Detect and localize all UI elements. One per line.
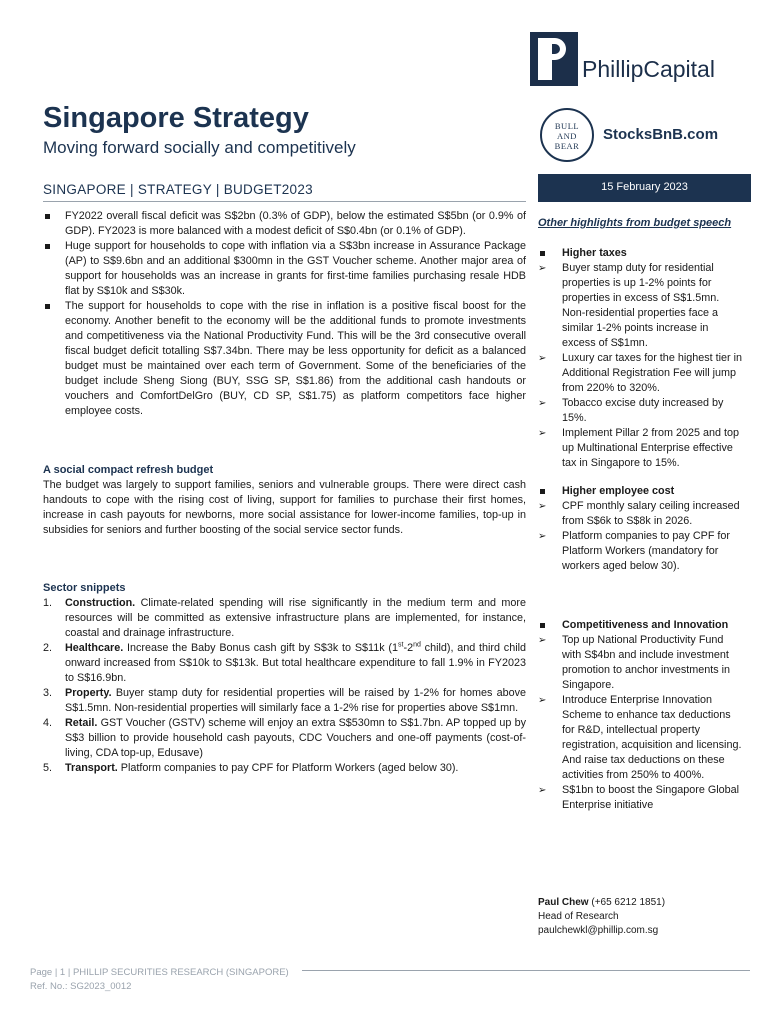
divider [43, 201, 526, 202]
group-heading: Higher taxes [538, 246, 744, 261]
partner-name: StocksBnB.com [603, 126, 719, 143]
sidebar-title: Other highlights from budget speech [538, 217, 732, 229]
list-item: ➢ Buyer stamp duty for residential properties is up 1-2% points for properties in excess of S$1.5mn. Non-residential properties face a similar 1-2% points increase in excess of S$1mn. [538, 262, 720, 349]
footer [30, 966, 289, 994]
list-item: ➢ CPF monthly salary ceiling increased from S$6k to S$8k in 2026. [538, 500, 740, 527]
arrow-bullet-icon: ➢ [538, 428, 547, 439]
social-section [43, 463, 526, 538]
analyst-email[interactable]: paulchewkl@phillip.com.sg [538, 925, 659, 936]
analyst-contact [538, 896, 665, 938]
list-item: ➢ Implement Pillar 2 from 2025 and top up Multinational Enterprise effective tax in Singapore to 15%. [538, 427, 740, 469]
sector-item: 2. Healthcare. Increase the Baby Bonus cash gift by S$3k to S$11k (1st-2nd child), and third child onward increased from S$10k to S$13k. But total healthcare expenditure to fall 1.9% in FY2023 to S$16.9bn. [43, 641, 527, 684]
footer-divider [302, 970, 750, 971]
list-item: ➢ Platform companies to pay CPF for Platform Workers (mandatory for workers aged below 30). [538, 530, 731, 572]
arrow-bullet-icon: ➢ [538, 501, 547, 512]
social-body: The budget was largely to support families, seniors and vulnerable groups. There were direct cash handouts to cope with the rising cost of living, support for families to purchase their first homes, increase in cash payouts for newborns, more social assistance for lower-income families, top-up in subsidies for seniors and further boosting of the social service sector funds. [43, 479, 526, 536]
key-point: The support for households to cope with the rise in inflation is a positive fiscal boost for the economy. Another benefit to the economy will be the additional funds to promote investments and competitiveness via the National Productivity Fund. This will be the 3rd consecutive overall fiscal budget deficit totalling S$7.34bn. There may be less opportunity for deficit as a balanced budget must be maintained over each term of Government. Some of the beneficiaries of the budget include Sheng Siong (BUY, SSG SP, S$1.86) from the additional cash handouts or vouchers and ComfortDelGro (BUY, CD SP, S$1.75) as platform competitors face higher employee costs. [43, 299, 526, 419]
sidebar-group-employee [538, 484, 744, 574]
analyst-phone: (+65 6212 1851) [591, 897, 666, 908]
arrow-bullet-icon: ➢ [538, 531, 547, 542]
key-point: FY2022 overall fiscal deficit was S$2bn (0.3% of GDP), below the estimated S$5bn (or 0.9% of GDP). FY2023 is more balanced with a modest deficit of S$0.4bn (or 0.1% of GDP). [43, 209, 526, 239]
report-date: 15 February 2023 [538, 174, 751, 202]
page-subtitle: Moving forward socially and competitively [43, 138, 356, 157]
reference-number: Ref. No.: SG2023_0012 [30, 981, 132, 992]
key-point: Huge support for households to cope with inflation via a S$3bn increase in Assurance Package (AP) to S$9.6bn and an additional $300mn in the GST Voucher scheme. Another major area of support for households was an increase in grants for first-time families purchasing resale HDB flat by S$10k and S$30k. [43, 239, 526, 299]
brand-name: PhillipCapital [582, 56, 715, 82]
section-header: SINGAPORE | STRATEGY | BUDGET2023 [43, 182, 313, 197]
arrow-bullet-icon: ➢ [538, 695, 547, 706]
sidebar-group-competitiveness [538, 618, 744, 813]
social-heading: A social compact refresh budget [43, 464, 214, 476]
sidebar-group-taxes [538, 246, 744, 471]
page-number: Page | 1 | PHILLIP SECURITIES RESEARCH (SINGAPORE) [30, 967, 289, 978]
arrow-bullet-icon: ➢ [538, 398, 547, 409]
key-points [43, 209, 526, 419]
page-title: Singapore Strategy [43, 102, 309, 134]
sector-section [43, 581, 526, 776]
sector-item: 5. Transport. Platform companies to pay CPF for Platform Workers (aged below 30). [43, 762, 459, 774]
arrow-bullet-icon: ➢ [538, 785, 547, 796]
sector-heading: Sector snippets [43, 582, 126, 594]
phillipcapital-logo [530, 32, 745, 88]
bull-and-bear-logo-icon: BULL AND BEAR [540, 108, 594, 162]
group-heading: Competitiveness and Innovation [538, 618, 744, 633]
sector-item: 4. Retail. GST Voucher (GSTV) scheme will enjoy an extra S$530mn to S$1.7bn. AP topped up by S$3 billion to provide household cash payouts, CDC Vouchers and one-off payments (cost-of-living, CDA top-up, Edusave) [43, 717, 526, 759]
arrow-bullet-icon: ➢ [538, 353, 547, 364]
arrow-bullet-icon: ➢ [538, 263, 547, 274]
list-item: ➢ Introduce Enterprise Innovation Scheme to enhance tax deductions for R&D, intellectual property registration, acquisition and licensing. And raise tax deductions on these activities from 250% to 400%. [538, 694, 742, 781]
group-heading: Higher employee cost [538, 484, 744, 499]
list-item: ➢ Luxury car taxes for the highest tier in Additional Registration Fee will jump from 220% to 320%. [538, 352, 743, 394]
p-logo-icon [530, 32, 578, 86]
list-item: ➢ Tobacco excise duty increased by 15%. [538, 397, 724, 424]
list-item: ➢ S$1bn to boost the Singapore Global Enterprise initiative [538, 784, 740, 811]
sector-item: 1. Construction. Climate-related spending will rise significantly in the medium term and more resources will be committed as extensive infrastructure plans are implemented, for instance, coastal and drainage infrastructure. [43, 597, 527, 639]
list-item: ➢ Top up National Productivity Fund with S$4bn and include investment promotion to anchor investments in Singapore. [538, 634, 731, 691]
analyst-name: Paul Chew [538, 897, 589, 908]
analyst-role: Head of Research [538, 911, 619, 922]
sector-item: 3. Property. Buyer stamp duty for residential properties will be raised by 1-2% for homes above S$1.5mn. Non-residential properties will similarly face a 1-2% rise for properties above S$1mn. [43, 687, 527, 714]
arrow-bullet-icon: ➢ [538, 635, 547, 646]
